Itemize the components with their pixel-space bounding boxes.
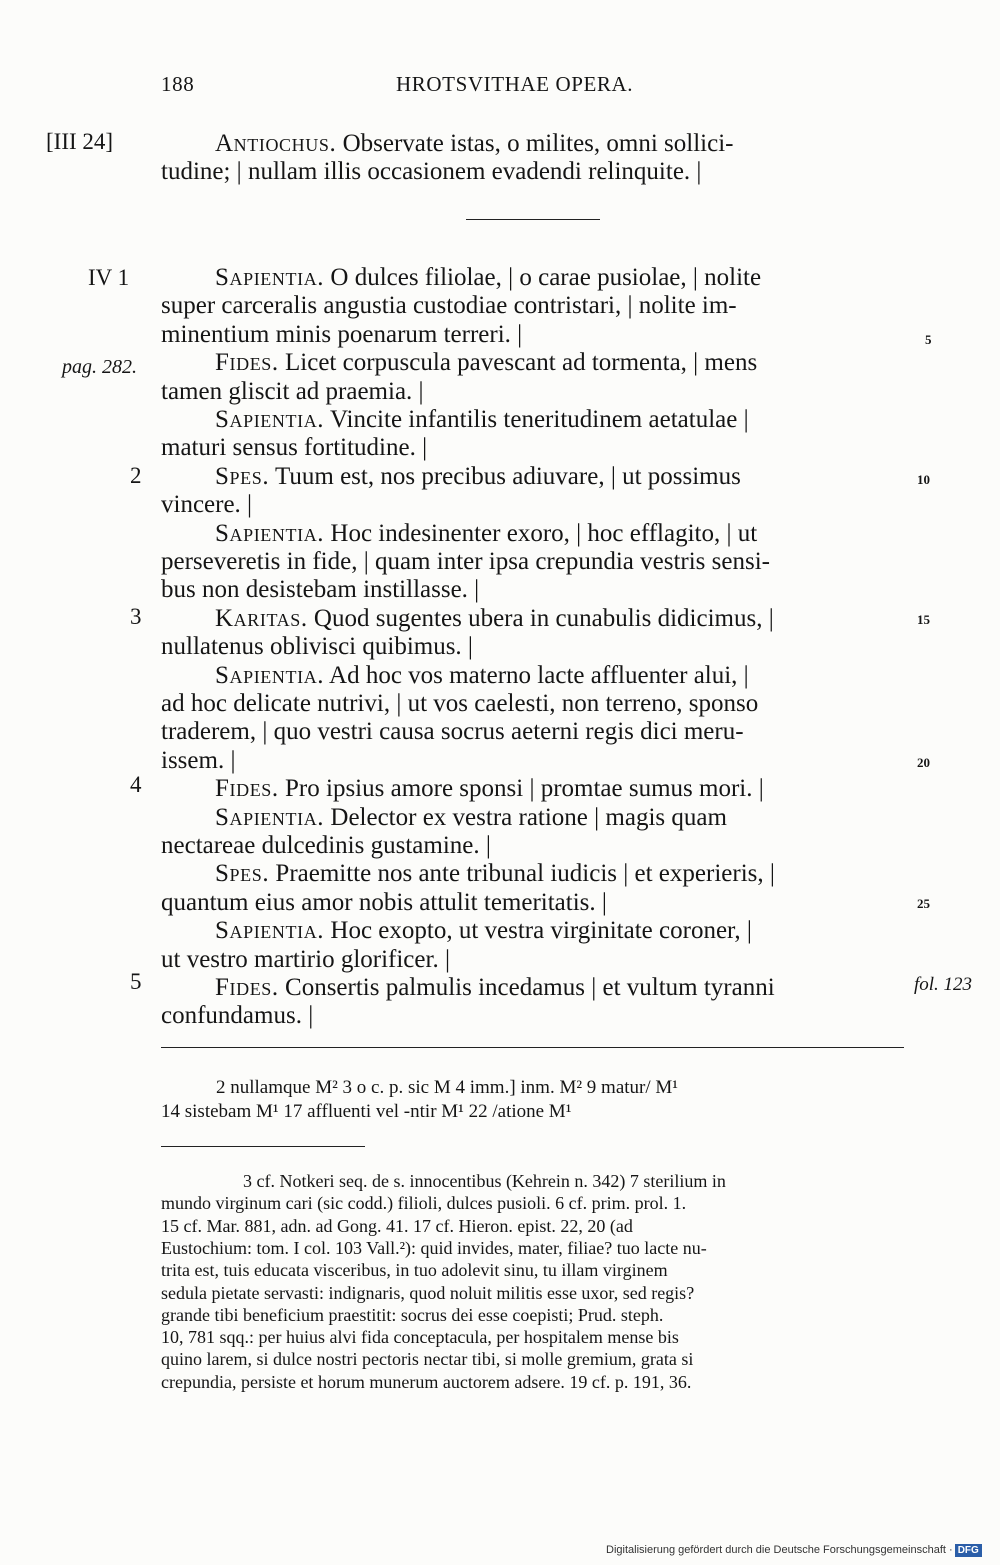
speech-text: confundamus. |: [161, 1002, 314, 1030]
footnote-divider: [161, 1146, 365, 1147]
speech-text: issem. |: [161, 746, 236, 774]
footnote-line: 3 cf. Notkeri seq. de s. innocentibus (Kehrein n. 342) 7 sterilium in: [243, 1171, 726, 1191]
speech-line: [215, 406, 749, 434]
scene-reference: [III 24]: [46, 129, 114, 154]
speech-line: [161, 1002, 313, 1030]
speech-line: [161, 832, 491, 860]
folio-reference: fol. 123: [914, 974, 973, 995]
speech-line: [161, 747, 235, 775]
speech-line: [161, 548, 770, 576]
speech-line: [215, 860, 775, 888]
section-number: 3: [130, 604, 142, 629]
section-divider: [466, 219, 600, 220]
speech-line: [215, 974, 775, 1002]
speech-text: Quod sugentes ubera in cunabulis didicimus, |: [313, 604, 774, 632]
line-number: 5: [925, 332, 932, 347]
speech-line: [215, 775, 764, 803]
speech-line: [161, 321, 522, 349]
speech-text: minentium minis poenarum terreri. |: [161, 320, 523, 348]
speaker-name: Fides.: [215, 974, 279, 1001]
section-number: 5: [130, 969, 142, 994]
speech-line: [215, 349, 757, 377]
speech-text: bus non desistebam instillasse. |: [161, 576, 480, 604]
speech-line: [161, 718, 744, 746]
speech-line: [161, 576, 479, 604]
speech-text: O dulces filiolae, | o carae pusiolae, | nolite: [330, 264, 762, 291]
speech-text: Consertis palmulis incedamus | et vultum tyranni: [285, 974, 775, 1001]
speaker-name: Sapientia.: [215, 803, 325, 831]
speech-text: Licet corpuscula pavescant ad tormenta, | mens: [285, 349, 758, 377]
speech-text: super carceralis angustia custodiae contristari, | nolite im-: [161, 292, 737, 320]
footnote-line: crepundia, persiste et horum munerum auctorem adsere. 19 cf. p. 191, 36.: [161, 1371, 692, 1392]
speech-line: [161, 292, 737, 320]
speech-line: [215, 520, 757, 548]
line-number: 20: [917, 755, 930, 770]
speech-line: [161, 690, 758, 718]
speaker-name: Sapientia.: [215, 917, 325, 945]
speech-text: Hoc exopto, ut vestra virginitate coroner, |: [330, 917, 752, 945]
speech-line: [215, 917, 752, 945]
speaker-name: Spes.: [215, 462, 270, 490]
speech-text: perseveretis in fide, | quam inter ipsa crepundia vestris sensi-: [161, 548, 770, 575]
speech-line: [161, 378, 424, 406]
speech-line: [161, 633, 473, 661]
speech-text: Ad hoc vos materno lacte affluenter alui, |: [329, 661, 749, 689]
line-number: 15: [917, 612, 930, 627]
speech-text: nectareae dulcedinis gustamine. |: [161, 832, 491, 859]
footnote-line: sedula pietate servasti: indignaris, quod noluit militis esse uxor, sed regis?: [161, 1282, 695, 1303]
speech-text: Delector ex vestra ratione | magis quam: [330, 803, 727, 831]
footnote-line: grande tibi beneficium praestitit: socrus dei esse coepisti; Prud. steph.: [161, 1304, 664, 1325]
speech-line: [215, 662, 749, 690]
speech-line: [161, 889, 607, 917]
speech-line: [161, 946, 450, 974]
speaker-name: Fides.: [215, 775, 279, 803]
footnote-line: quino larem, si dulce nostri pectoris nectar tibi, si molle gremium, grata si: [161, 1349, 694, 1370]
speech-text: Pro ipsius amore sponsi | promtae sumus mori. |: [285, 775, 764, 803]
speaker-name: Spes.: [215, 860, 270, 888]
apparatus-line: 2 nullamque M² 3 o c. p. sic M 4 imm.] inm. M² 9 matur/ M¹: [216, 1077, 678, 1098]
speech-text: ut vestro martirio glorificer. |: [161, 945, 450, 973]
speech-line: [215, 130, 733, 158]
speech-line: [215, 605, 774, 633]
line-number: 10: [917, 472, 930, 487]
footnote-line: 10, 781 sqq.: per huius alvi fida conceptacula, per hospitalem mense bis: [161, 1327, 679, 1348]
footnote-line: mundo virginum cari (sic codd.) filioli, dulces pusioli. 6 cf. prim. prol. 1.: [161, 1193, 687, 1214]
speaker-name: Sapientia.: [215, 264, 325, 291]
apparatus-line: 14 sistebam M¹ 17 affluenti vel -ntir M¹ 22 /atione M¹: [161, 1101, 572, 1122]
footer-text: Digitalisierung gefördert durch die Deutsche Forschungsgemeinschaft ·: [606, 1544, 953, 1556]
speech-text: Hoc indesinenter exoro, | hoc efflagito, | ut: [330, 519, 758, 547]
speaker-name: Fides.: [215, 349, 279, 377]
line-number: 25: [917, 896, 930, 911]
page-reference: pag. 282.: [62, 356, 137, 378]
dfg-logo: DFG: [955, 1544, 982, 1557]
speaker-name: Antiochus.: [215, 130, 337, 157]
page-number: 188: [161, 72, 195, 96]
speech-text: Praemitte nos ante tribunal iudicis | et experieris, |: [275, 860, 775, 888]
speech-text: nullatenus oblivisci quibimus. |: [161, 633, 473, 661]
speech-line: [161, 491, 252, 519]
speech-line: [215, 264, 761, 292]
speech-line: [215, 463, 741, 491]
speaker-name: Sapientia.: [215, 519, 325, 547]
speaker-name: Karitas.: [215, 604, 308, 632]
speaker-name: Sapientia.: [215, 406, 325, 433]
footnote-line: 15 cf. Mar. 881, adn. ad Gong. 41. 17 cf. Hieron. epist. 22, 20 (ad: [161, 1215, 633, 1236]
speech-line: [161, 434, 427, 462]
speech-line: tudine; | nullam illis occasionem evadendi relinquite. |: [161, 158, 702, 185]
running-title: HROTSVITHAE OPERA.: [396, 72, 634, 96]
speech-text: ad hoc delicate nutrivi, | ut vos caelesti, non terreno, sponso: [161, 690, 759, 717]
speech-text: traderem, | quo vestri causa socrus aeterni regis dici meru-: [161, 718, 744, 746]
text-divider: [161, 1047, 904, 1048]
section-number: 4: [130, 772, 142, 797]
section-number: 2: [130, 463, 142, 488]
digitization-footer: [606, 1544, 982, 1557]
speech-text: Tuum est, nos precibus adiuvare, | ut possimus: [274, 462, 741, 490]
speech-text: vincere. |: [161, 491, 253, 519]
speech-text: Vincite infantilis teneritudinem aetatulae |: [329, 406, 749, 433]
footnote-line: Eustochium: tom. I col. 103 Vall.²): quid invides, mater, filiae? tuo lacte nu-: [161, 1237, 707, 1258]
speech-text: quantum eius amor nobis attulit temeritatis. |: [161, 888, 607, 916]
scene-reference: IV 1: [88, 265, 130, 290]
speech-text: maturi sensus fortitudine. |: [161, 434, 428, 462]
speech-text: tamen gliscit ad praemia. |: [161, 377, 424, 405]
speech-line: [215, 804, 727, 832]
footnote-line: trita est, tuis educata visceribus, in tuo adolevit sinu, tu illam virginem: [161, 1260, 668, 1281]
speech-text: Observate istas, o milites, omni sollici-: [342, 130, 734, 157]
speaker-name: Sapientia.: [215, 661, 325, 689]
